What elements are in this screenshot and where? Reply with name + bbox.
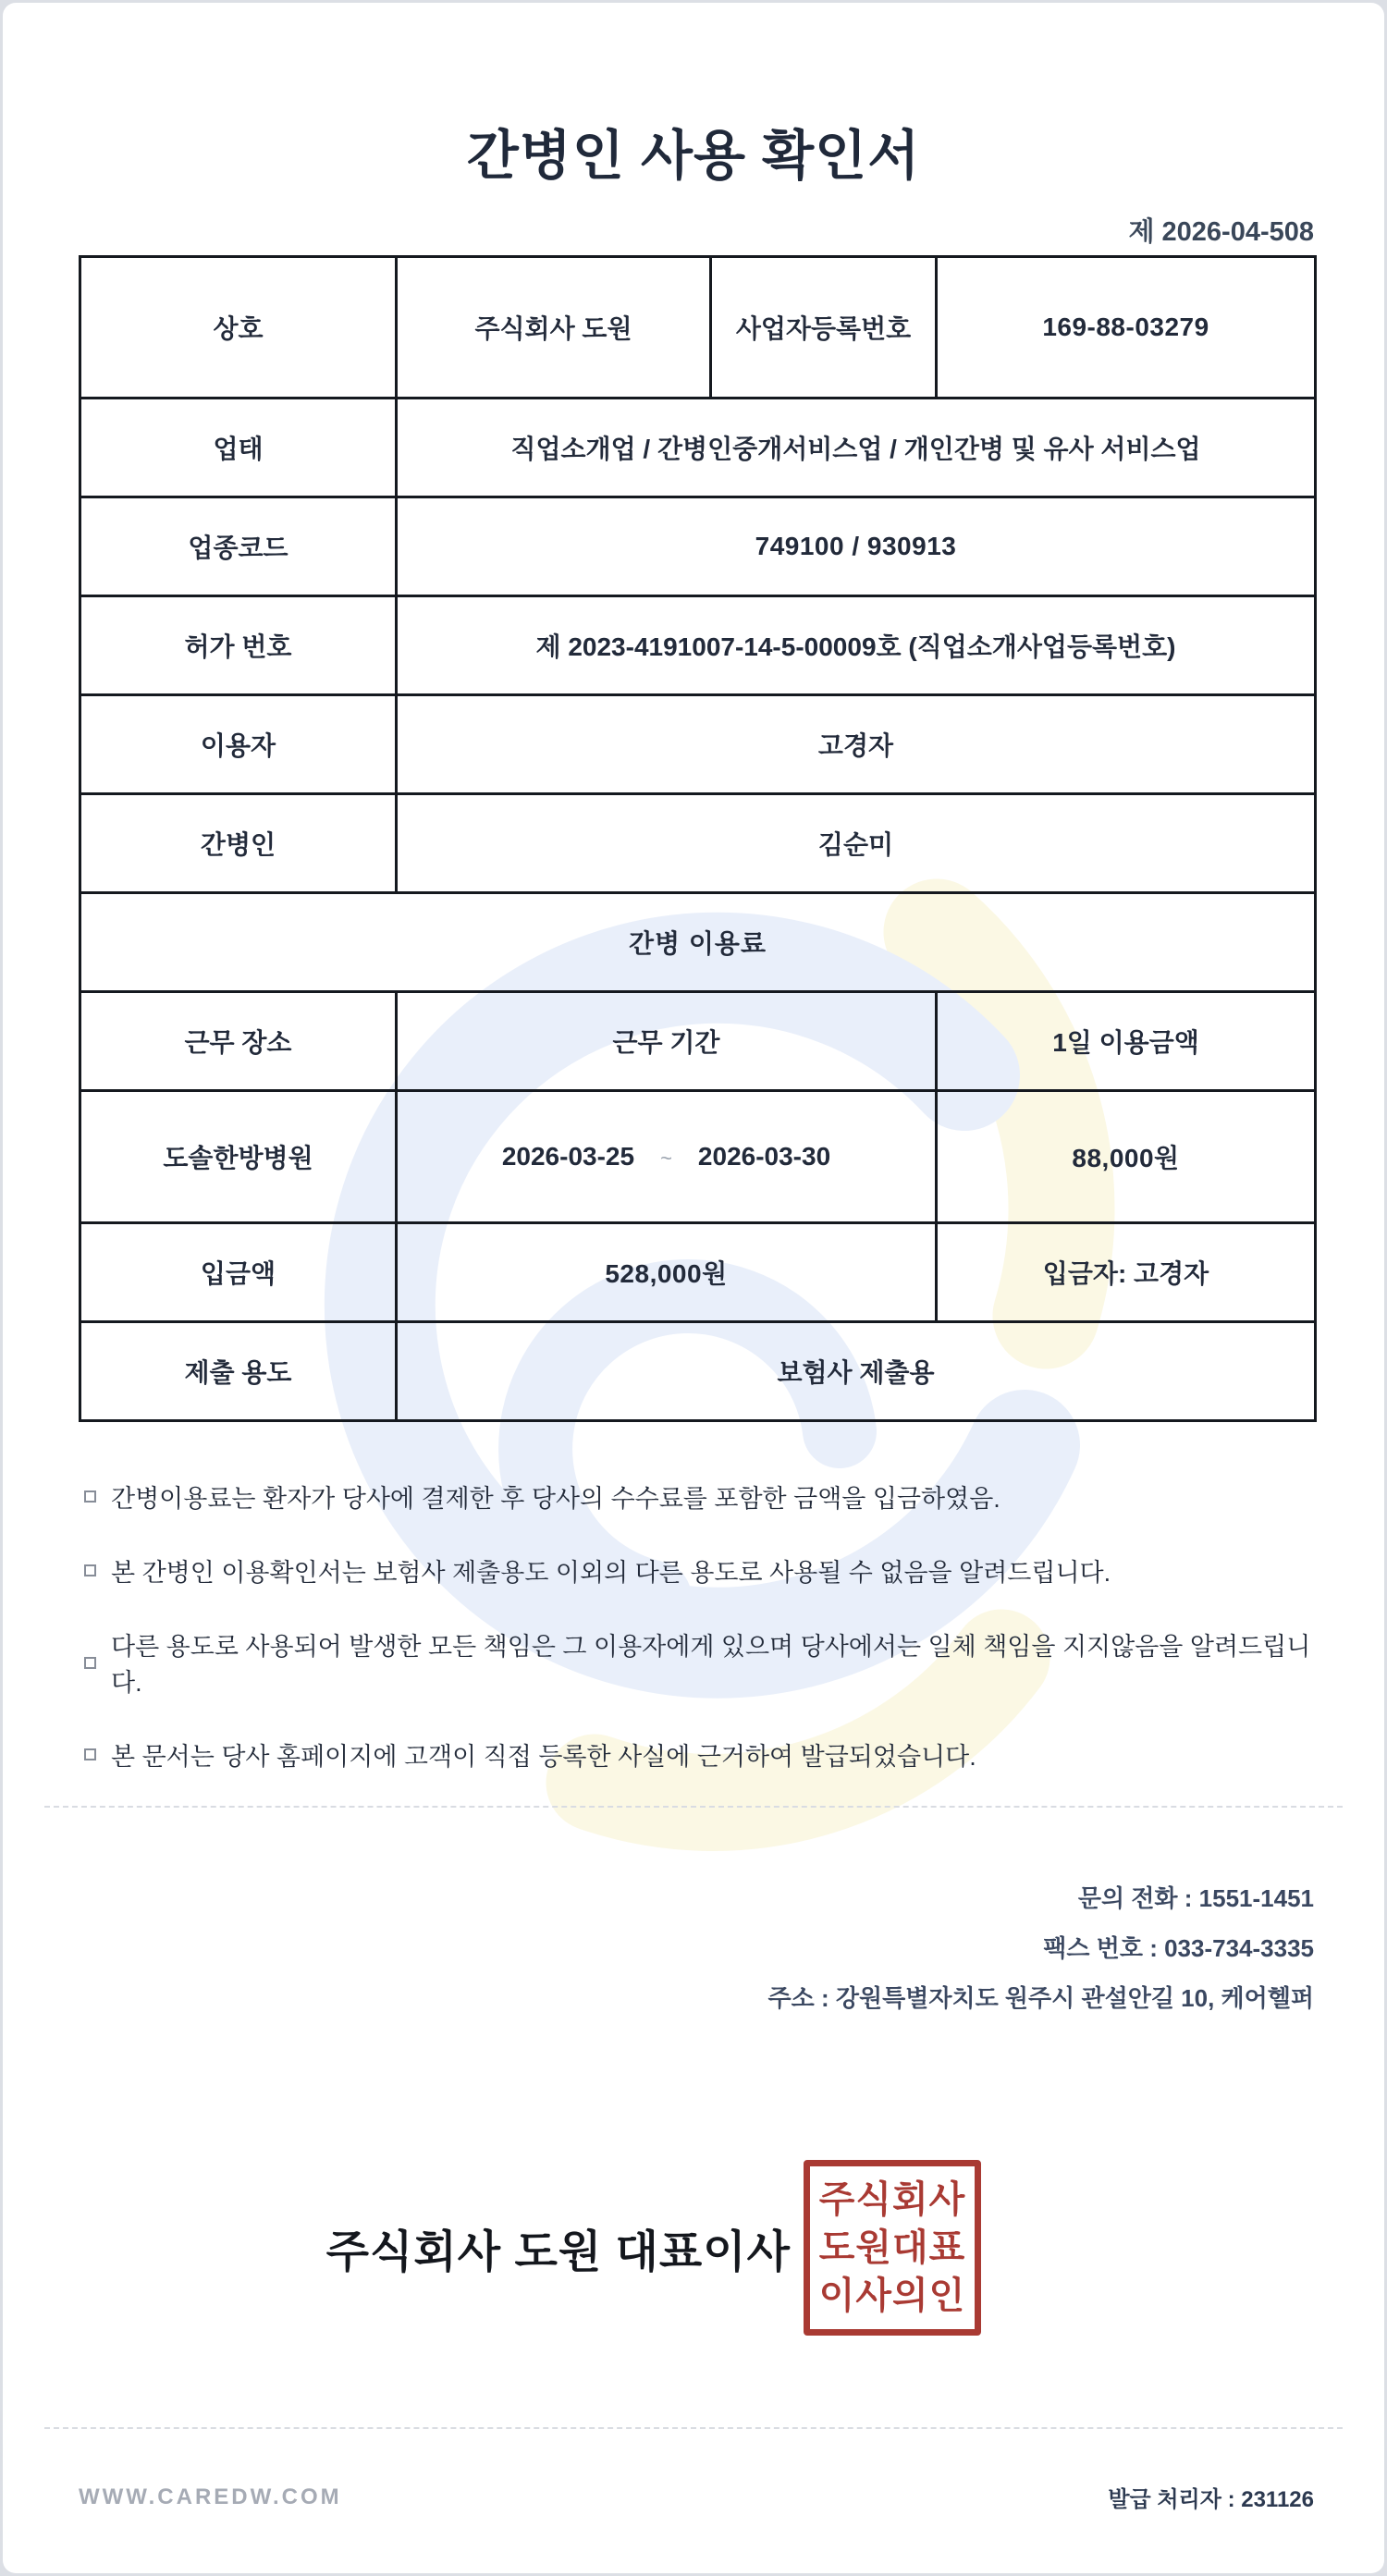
daily-amount-header: 1일 이용금액 — [937, 992, 1316, 1091]
issuer-id: 발급 처리자 : 231126 — [1108, 2487, 1314, 2512]
biz-no-label: 사업자등록번호 — [711, 257, 937, 399]
document-number: 제 2026-04-508 — [1128, 217, 1314, 247]
stamp-line: 도원대표 — [818, 2227, 966, 2268]
license-value: 제 2023-4191007-14-5-00009호 (직업소개사업등록번호) — [397, 596, 1316, 695]
note-text: 간병이용료는 환자가 당사에 결제한 후 당사의 수수료를 포함한 금액을 입금하였음. — [111, 1485, 1000, 1513]
fee-section-title: 간병 이용료 — [80, 893, 1316, 992]
place-header: 근무 장소 — [80, 992, 397, 1091]
caregiver-label: 간병인 — [80, 794, 397, 893]
note-text: 본 간병인 이용확인서는 보험사 제출용도 이외의 다른 용도로 사용될 수 없음을 알려드립니다. — [111, 1559, 1111, 1587]
daily-amount-value: 88,000원 — [937, 1091, 1316, 1223]
signature-block — [3, 2160, 1384, 2336]
contact-fax: 팩스 번호 : 033-734-3335 — [1043, 1934, 1314, 1962]
biz-no-value: 169-88-03279 — [937, 257, 1316, 399]
place-value: 도솔한방병원 — [80, 1091, 397, 1223]
table-row — [80, 1322, 1316, 1421]
biz-code-label: 업종코드 — [80, 497, 397, 596]
table-row — [80, 992, 1316, 1091]
user-value: 고경자 — [397, 695, 1316, 794]
square-bullet-icon — [84, 1748, 96, 1760]
note-text: 본 문서는 당사 홈페이지에 고객이 직접 등록한 사실에 근거하여 발급되었습니다. — [111, 1743, 976, 1771]
company-value: 주식회사 도원 — [397, 257, 711, 399]
note-item — [84, 1552, 1314, 1589]
period-value — [397, 1091, 937, 1223]
stamp-line: 이사의인 — [818, 2275, 966, 2316]
stamp-line: 주식회사 — [818, 2179, 966, 2220]
page-footer — [79, 2481, 1314, 2513]
table-row — [80, 1091, 1316, 1223]
square-bullet-icon — [84, 1657, 96, 1669]
website-url: WWW.CAREDW.COM — [79, 2484, 342, 2509]
square-bullet-icon — [84, 1564, 96, 1576]
dashed-divider — [44, 2427, 1343, 2429]
table-row — [80, 1223, 1316, 1322]
license-label: 허가 번호 — [80, 596, 397, 695]
company-label: 상호 — [80, 257, 397, 399]
purpose-label: 제출 용도 — [80, 1322, 397, 1421]
period-start: 2026-03-25 — [501, 1142, 635, 1171]
table-row — [80, 399, 1316, 497]
table-row — [80, 596, 1316, 695]
purpose-value: 보험사 제출용 — [397, 1322, 1316, 1421]
period-header: 근무 기간 — [397, 992, 937, 1091]
deposit-label: 입금액 — [80, 1223, 397, 1322]
confirmation-table — [79, 255, 1317, 1422]
document-page — [3, 3, 1384, 2573]
note-item — [84, 1478, 1314, 1515]
deposit-value: 528,000원 — [397, 1223, 937, 1322]
note-item — [84, 1736, 1314, 1773]
note-text: 다른 용도로 사용되어 발생한 모든 책임은 그 이용자에게 있으며 당사에서는 일체 책임을 지지않음을 알려드립니다. — [111, 1633, 1311, 1697]
depositor-value: 입금자: 고경자 — [937, 1223, 1316, 1322]
contact-info — [79, 1880, 1314, 2030]
contact-phone: 문의 전화 : 1551-1451 — [1077, 1884, 1314, 1912]
corporate-seal-stamp — [804, 2160, 981, 2336]
table-row — [80, 497, 1316, 596]
page-title: 간병인 사용 확인서 — [466, 126, 921, 186]
table-row — [80, 794, 1316, 893]
dashed-divider — [44, 1806, 1343, 1808]
contact-address: 주소 : 강원특별자치도 원주시 관설안길 10, 케어헬퍼 — [767, 1984, 1314, 2012]
biz-code-value: 749100 / 930913 — [397, 497, 1316, 596]
caregiver-value: 김순미 — [397, 794, 1316, 893]
user-label: 이용자 — [80, 695, 397, 794]
period-end: 2026-03-30 — [697, 1142, 831, 1171]
table-row — [80, 257, 1316, 399]
biz-type-value: 직업소개업 / 간병인중개서비스업 / 개인간병 및 유사 서비스업 — [397, 399, 1316, 497]
table-row — [80, 893, 1316, 992]
notes-section — [84, 1478, 1314, 1810]
square-bullet-icon — [84, 1490, 96, 1503]
biz-type-label: 업태 — [80, 399, 397, 497]
period-tilde: ~ — [660, 1147, 672, 1170]
signature-text: 주식회사 도원 대표이사 — [325, 2227, 791, 2277]
table-row — [80, 695, 1316, 794]
note-item — [84, 1626, 1314, 1699]
